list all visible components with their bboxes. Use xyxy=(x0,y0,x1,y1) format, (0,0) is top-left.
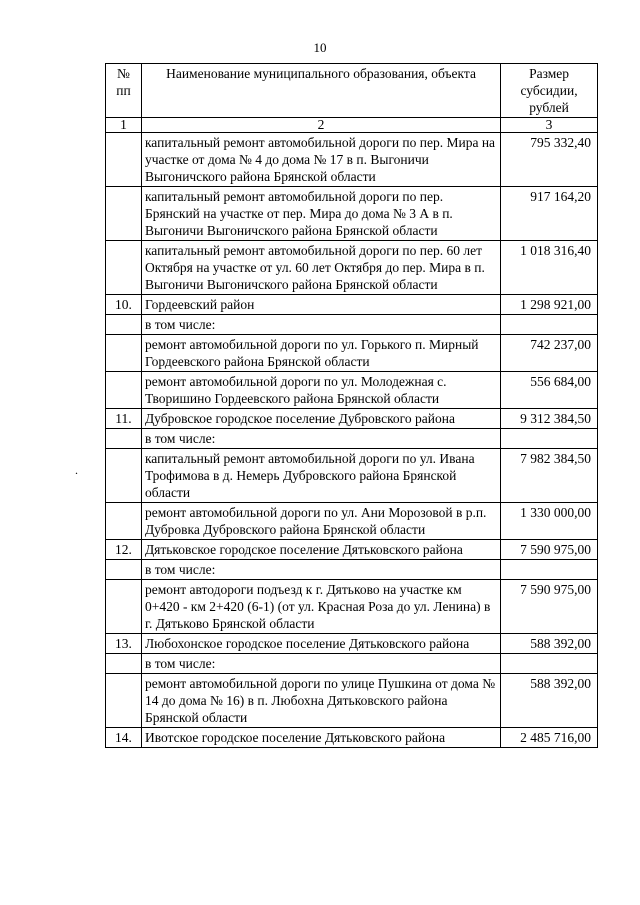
row-sum: 9 312 384,50 xyxy=(501,409,598,429)
row-num: 11. xyxy=(106,409,142,429)
row-name: ремонт автомобильной дороги по ул. Молодежная с. Творишино Гордеевского района Брянской области xyxy=(141,372,500,409)
table-row xyxy=(106,674,598,728)
table-row xyxy=(106,409,598,429)
row-name: Дубровское городское поселение Дубровского района xyxy=(141,409,500,429)
index-cell: 1 xyxy=(106,118,142,133)
row-num xyxy=(106,503,142,540)
row-name: ремонт автомобильной дороги по ул. Ани Морозовой в р.п. Дубровка Дубровского района Брянской области xyxy=(141,503,500,540)
row-name: капитальный ремонт автомобильной дороги по ул. Ивана Трофимова в д. Немерь Дубровского района Брянской области xyxy=(141,449,500,503)
row-sum: 7 590 975,00 xyxy=(501,540,598,560)
table-row xyxy=(106,187,598,241)
row-sum: 795 332,40 xyxy=(501,133,598,187)
page-number: 10 xyxy=(313,40,327,55)
table-row xyxy=(106,335,598,372)
row-sum xyxy=(501,560,598,580)
table-row xyxy=(106,429,598,449)
row-num xyxy=(106,241,142,295)
index-cell: 3 xyxy=(501,118,598,133)
row-num xyxy=(106,335,142,372)
row-name: в том числе: xyxy=(141,654,500,674)
row-num xyxy=(106,429,142,449)
table-row xyxy=(106,503,598,540)
row-num xyxy=(106,654,142,674)
row-num: 13. xyxy=(106,634,142,654)
row-name: Любохонское городское поселение Дятьковского района xyxy=(141,634,500,654)
row-name: Ивотское городское поселение Дятьковского района xyxy=(141,728,500,748)
table-row xyxy=(106,634,598,654)
row-num xyxy=(106,187,142,241)
row-num xyxy=(106,133,142,187)
table-row xyxy=(106,372,598,409)
row-name: ремонт автодороги подъезд к г. Дятьково на участке км 0+420 - км 2+420 (6-1) (от ул. Красная Роза до ул. Ленина) в г. Дятьково Брянской области xyxy=(141,580,500,634)
table-row xyxy=(106,449,598,503)
row-name: капитальный ремонт автомобильной дороги по пер. Мира на участке от дома № 4 до дома № 17 в п. Выгоничи Выгоничского района Брянской области xyxy=(141,133,500,187)
row-name: ремонт автомобильной дороги по улице Пушкина от дома № 14 до дома № 16) в п. Любохна Дятьковского района Брянской области xyxy=(141,674,500,728)
row-name: в том числе: xyxy=(141,429,500,449)
row-sum: 588 392,00 xyxy=(501,634,598,654)
row-name: ремонт автомобильной дороги по ул. Горького п. Мирный Гордеевского района Брянской области xyxy=(141,335,500,372)
row-sum xyxy=(501,315,598,335)
row-num xyxy=(106,580,142,634)
row-sum: 742 237,00 xyxy=(501,335,598,372)
header-sum: Размер субсидии, рублей xyxy=(501,64,598,118)
index-row xyxy=(106,118,598,133)
header-name: Наименование муниципального образования, объекта xyxy=(141,64,500,118)
row-sum: 7 590 975,00 xyxy=(501,580,598,634)
row-sum xyxy=(501,429,598,449)
row-sum: 588 392,00 xyxy=(501,674,598,728)
row-name: капитальный ремонт автомобильной дороги по пер. 60 лет Октября на участке от ул. 60 лет Октября до пер. Мира в п. Выгоничи Выгоничского района Брянской области xyxy=(141,241,500,295)
row-sum: 556 684,00 xyxy=(501,372,598,409)
row-name: капитальный ремонт автомобильной дороги по пер. Брянский на участке от пер. Мира до дома № 3 А в п. Выгоничи Выгоничского района Брянской области xyxy=(141,187,500,241)
row-sum xyxy=(501,654,598,674)
row-num: 14. xyxy=(106,728,142,748)
table-row xyxy=(106,580,598,634)
table-row xyxy=(106,295,598,315)
subsidy-table xyxy=(105,63,598,748)
table-row xyxy=(106,133,598,187)
table-row xyxy=(106,728,598,748)
row-name: Дятьковское городское поселение Дятьковского района xyxy=(141,540,500,560)
table-row xyxy=(106,315,598,335)
row-sum: 7 982 384,50 xyxy=(501,449,598,503)
row-num xyxy=(106,372,142,409)
row-name: Гордеевский район xyxy=(141,295,500,315)
table-row xyxy=(106,241,598,295)
table-row xyxy=(106,654,598,674)
row-sum: 1 298 921,00 xyxy=(501,295,598,315)
stray-mark: . xyxy=(75,463,78,477)
row-sum: 1 018 316,40 xyxy=(501,241,598,295)
table-row xyxy=(106,560,598,580)
row-num: 12. xyxy=(106,540,142,560)
row-sum: 2 485 716,00 xyxy=(501,728,598,748)
index-cell: 2 xyxy=(141,118,500,133)
header-row xyxy=(106,64,598,118)
table-row xyxy=(106,540,598,560)
row-num xyxy=(106,560,142,580)
row-num xyxy=(106,449,142,503)
row-num xyxy=(106,315,142,335)
row-num: 10. xyxy=(106,295,142,315)
row-name: в том числе: xyxy=(141,315,500,335)
row-sum: 917 164,20 xyxy=(501,187,598,241)
row-name: в том числе: xyxy=(141,560,500,580)
header-num: № пп xyxy=(106,64,142,118)
row-num xyxy=(106,674,142,728)
row-sum: 1 330 000,00 xyxy=(501,503,598,540)
